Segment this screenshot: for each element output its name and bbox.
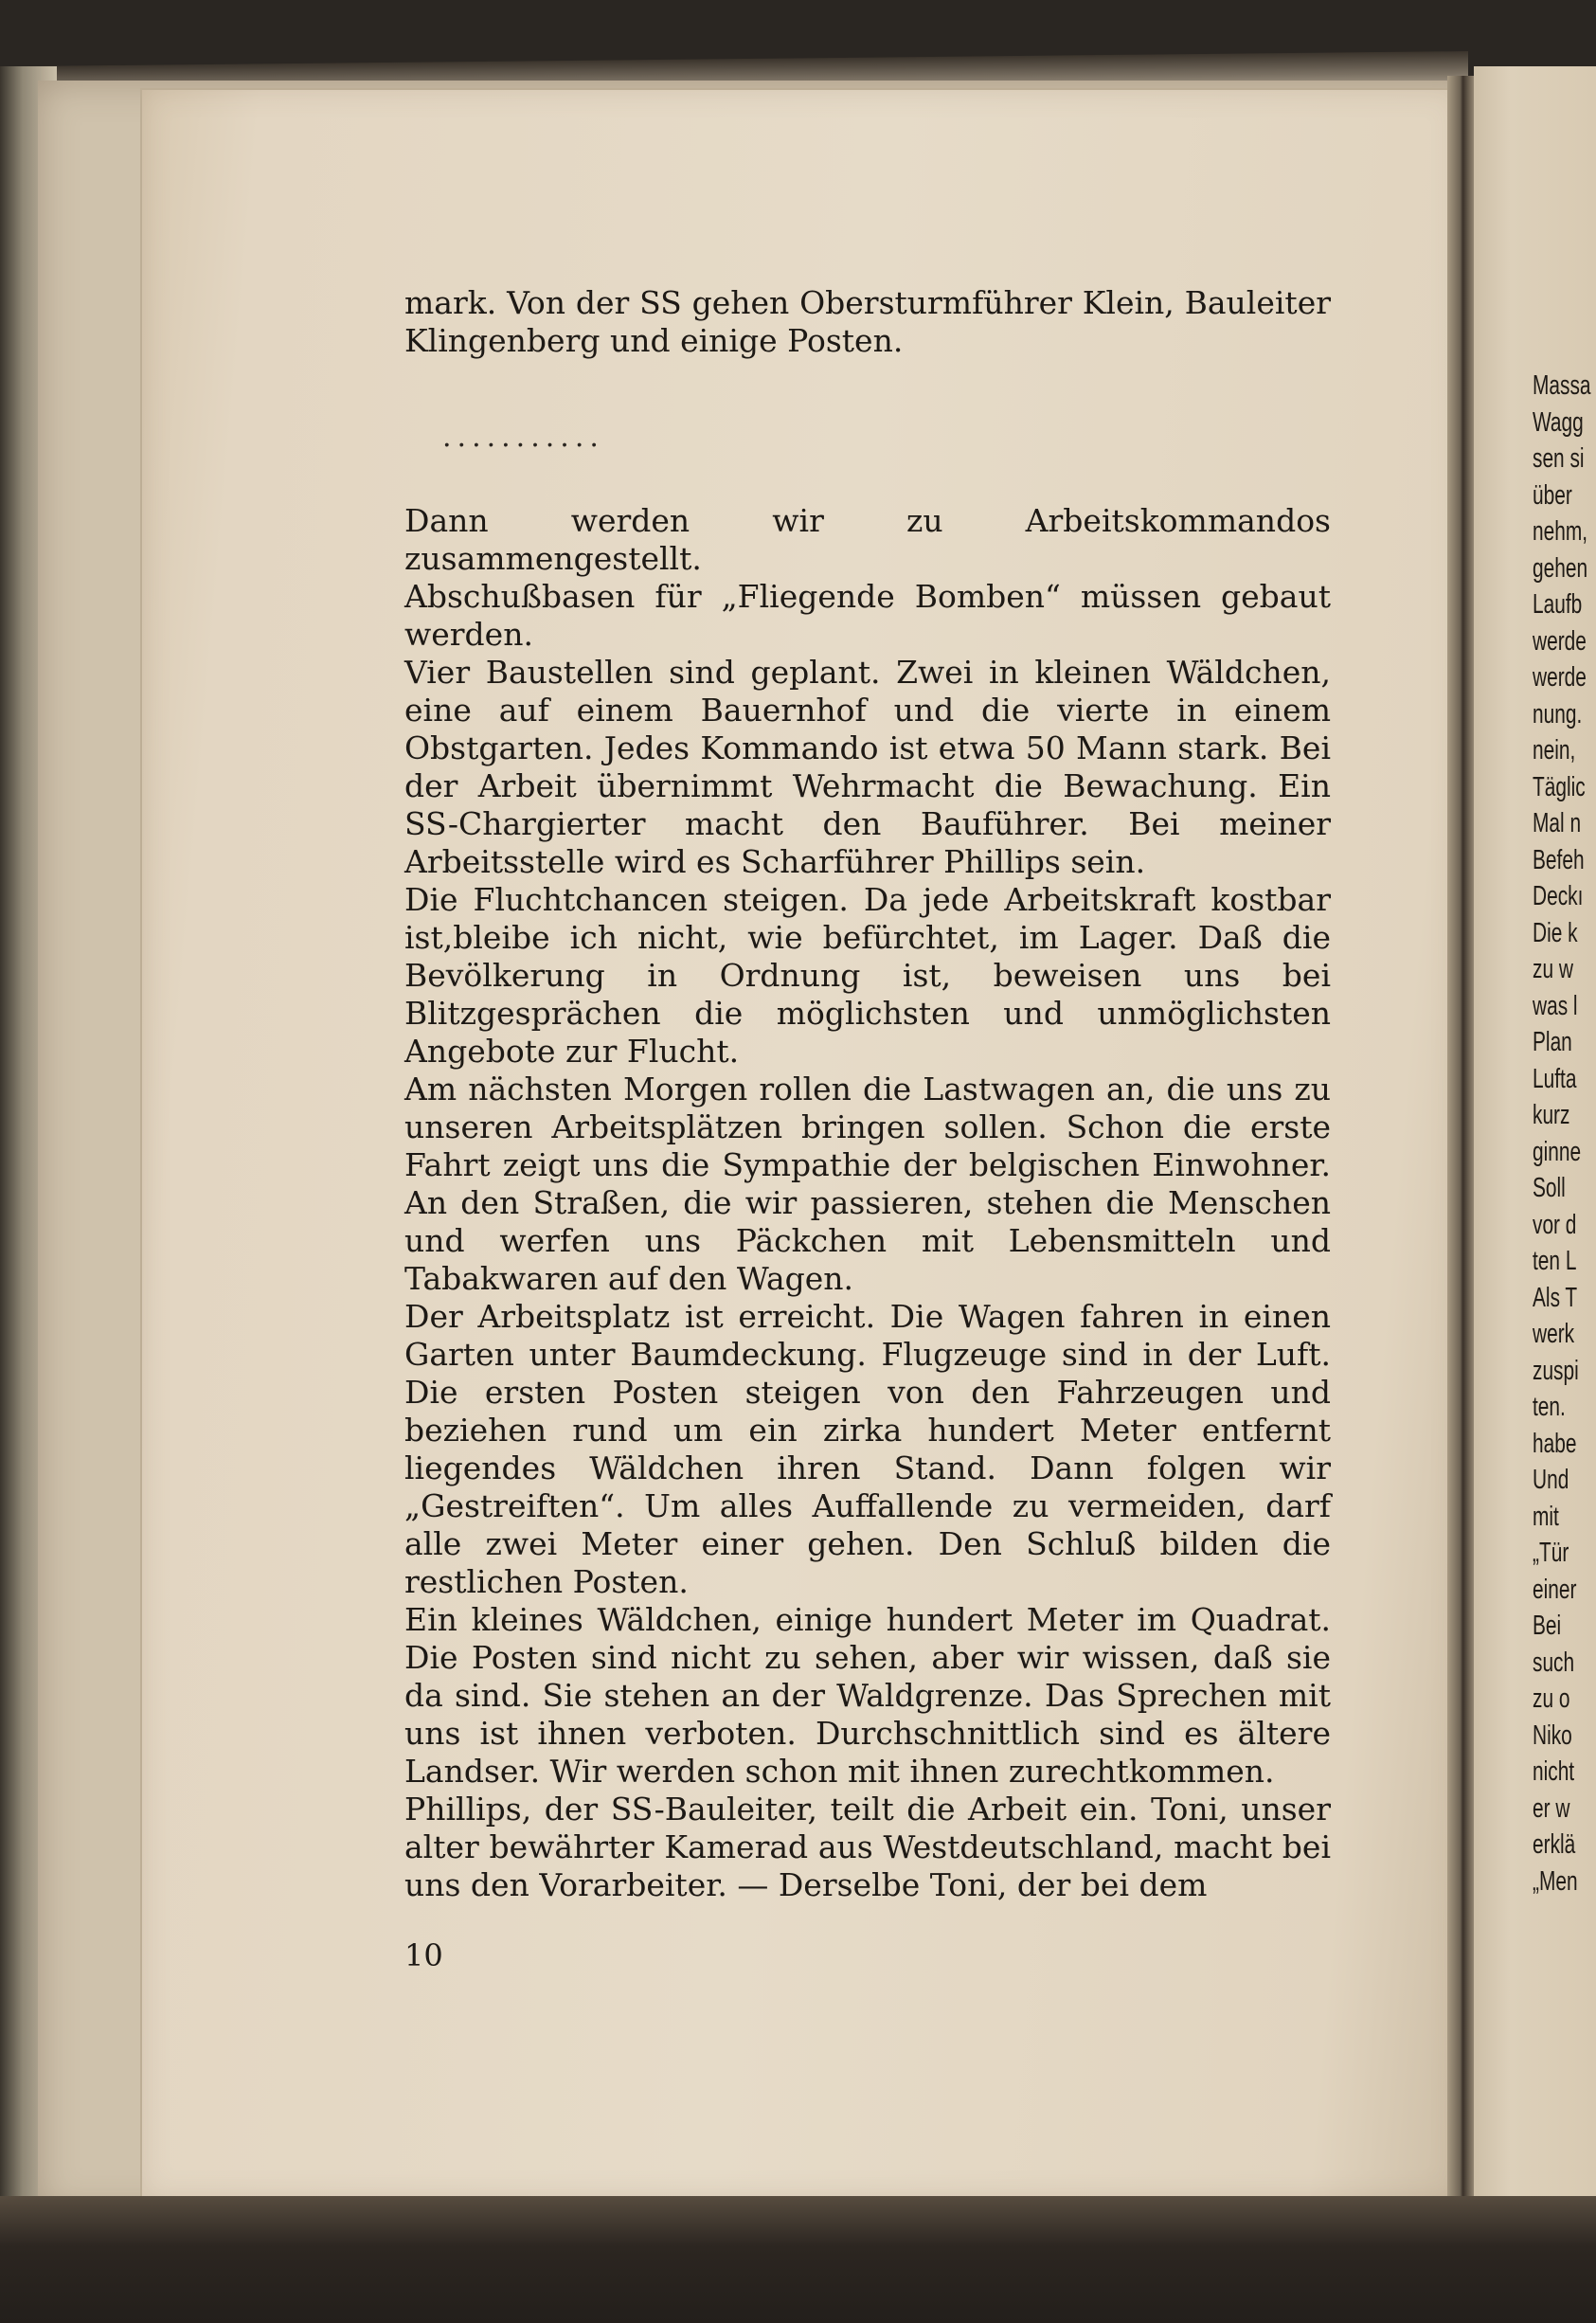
- book-gutter: [1447, 76, 1476, 2207]
- facing-page-line: zu w: [1533, 954, 1573, 984]
- facing-page-line: Wagg: [1533, 406, 1584, 438]
- facing-page-line: einer: [1533, 1574, 1577, 1605]
- facing-page-line: gehen: [1533, 552, 1588, 584]
- facing-page: [1474, 66, 1596, 2217]
- facing-page-line: ginne: [1533, 1136, 1582, 1167]
- facing-page-line: Soll: [1533, 1173, 1566, 1203]
- facing-page-line: zuspi: [1533, 1355, 1579, 1386]
- facing-page-line: Niko: [1533, 1720, 1572, 1751]
- facing-page-line: Befeh: [1533, 844, 1585, 875]
- spacer: [404, 360, 1331, 419]
- facing-page-line: erklä: [1533, 1829, 1576, 1860]
- facing-page-line: mit: [1533, 1501, 1559, 1532]
- facing-page-line: habe: [1533, 1428, 1577, 1459]
- facing-page-line: Als T: [1533, 1282, 1578, 1313]
- facing-page-line: Bei: [1533, 1611, 1562, 1641]
- facing-page-line: Lufta: [1533, 1063, 1577, 1094]
- paragraph: Ein kleines Wäldchen, einige hundert Meter im Quadrat. Die Posten sind nicht zu sehen, aber wir wissen, daß sie da sind. Sie stehen an der Waldgrenze. Das Sprechen mit uns ist ihnen verboten. Durchschnittlich sind es ältere Landser. Wir werden schon mit ihnen zurechtkommen.: [404, 1601, 1331, 1790]
- section-separator: ...........: [442, 421, 604, 454]
- paragraph: Die Fluchtchancen steigen. Da jede Arbeitskraft kostbar ist,bleibe ich nicht, wie befürchtet, im Lager. Daß die Bevölkerung in Ordnung ist, beweisen uns bei Blitzgesprächen die möglichsten und unmöglichsten Angebote zur Flucht.: [404, 881, 1331, 1070]
- paragraph: Am nächsten Morgen rollen die Lastwagen an, die uns zu unseren Arbeitsplätzen bringen sollen. Schon die erste Fahrt zeigt uns die Sympathie der belgischen Einwohner. An den Straßen, die wir passieren, stehen die Menschen und werfen uns Päckchen mit Lebensmitteln und Tabakwaren auf den Wagen.: [404, 1071, 1331, 1297]
- facing-page-line: Mal n: [1533, 808, 1582, 838]
- facing-page-line: such: [1533, 1647, 1575, 1678]
- facing-page-line: sen si: [1533, 443, 1585, 474]
- facing-page-line: „Men: [1533, 1865, 1578, 1897]
- facing-page-line: werde: [1533, 625, 1587, 657]
- facing-page-line: Täglic: [1533, 771, 1586, 802]
- page-text: [404, 284, 1331, 1904]
- facing-page-line: Die k: [1533, 917, 1578, 948]
- spacer: [404, 457, 1331, 502]
- facing-page-text: [1533, 368, 1596, 1900]
- book-bottom-edge: [0, 2196, 1596, 2323]
- facing-page-line: er w: [1533, 1792, 1570, 1824]
- paragraph: Der Arbeitsplatz ist erreicht. Die Wagen fahren in einen Garten unter Baumdeckung. Flugzeuge sind in der Luft. Die ersten Posten steigen von den Fahrzeugen und beziehen rund um ein zirka hundert Meter entfernt liegendes Wäldchen ihren Stand. Dann folgen wir „Gestreiften“. Um alles Auffallende zu vermeiden, darf alle zwei Meter einer gehen. Den Schluß bilden die restlichen Posten.: [404, 1298, 1331, 1600]
- facing-page-line: nehm,: [1533, 516, 1588, 547]
- paragraph: Abschußbasen für „Fliegende Bomben“ müssen gebaut werden.: [404, 578, 1331, 653]
- paragraph: Phillips, der SS-Bauleiter, teilt die Arbeit ein. Toni, unser alter bewährter Kamerad aus Westdeutschland, macht bei uns den Vorarbeiter. — Derselbe Toni, der bei dem: [404, 1791, 1331, 1903]
- paragraph: Vier Baustellen sind geplant. Zwei in kleinen Wäldchen, eine auf einem Bauernhof und die vierte in einem Obstgarten. Jedes Kommando ist etwa 50 Mann stark. Bei der Arbeit übernimmt Wehrmacht die Bewachung. Ein SS-Chargierter macht den Bauführer. Bei meiner Arbeitsstelle wird es Scharführer Phillips sein.: [404, 654, 1331, 880]
- facing-page-line: Plan: [1533, 1027, 1572, 1057]
- facing-page-line: nung.: [1533, 698, 1583, 729]
- facing-page-line: Deckı: [1533, 881, 1584, 911]
- facing-page-line: zu o: [1533, 1684, 1570, 1714]
- facing-page-line: kurz: [1533, 1100, 1570, 1130]
- facing-page-line: werk: [1533, 1319, 1575, 1349]
- facing-page-line: was l: [1533, 990, 1578, 1021]
- facing-page-line: vor d: [1533, 1209, 1577, 1240]
- facing-page-line: „Tür: [1533, 1538, 1569, 1568]
- paragraph: Dann werden wir zu Arbeitskommandos zusammengestellt.: [404, 502, 1331, 577]
- facing-page-line: nicht: [1533, 1756, 1575, 1787]
- facing-page-line: Massa: [1533, 370, 1591, 401]
- facing-page-line: Laufb: [1533, 589, 1583, 620]
- page-number: 10: [404, 1937, 443, 1973]
- facing-page-line: über: [1533, 479, 1572, 511]
- facing-page-line: ten L: [1533, 1246, 1577, 1276]
- paragraph: mark. Von der SS gehen Obersturmführer Klein, Bauleiter Klingenberg und einige Posten.: [404, 284, 1331, 359]
- facing-page-line: Und: [1533, 1465, 1569, 1495]
- facing-page-line: nein,: [1533, 735, 1576, 765]
- facing-page-line: ten.: [1533, 1392, 1566, 1422]
- facing-page-line: werde: [1533, 662, 1587, 693]
